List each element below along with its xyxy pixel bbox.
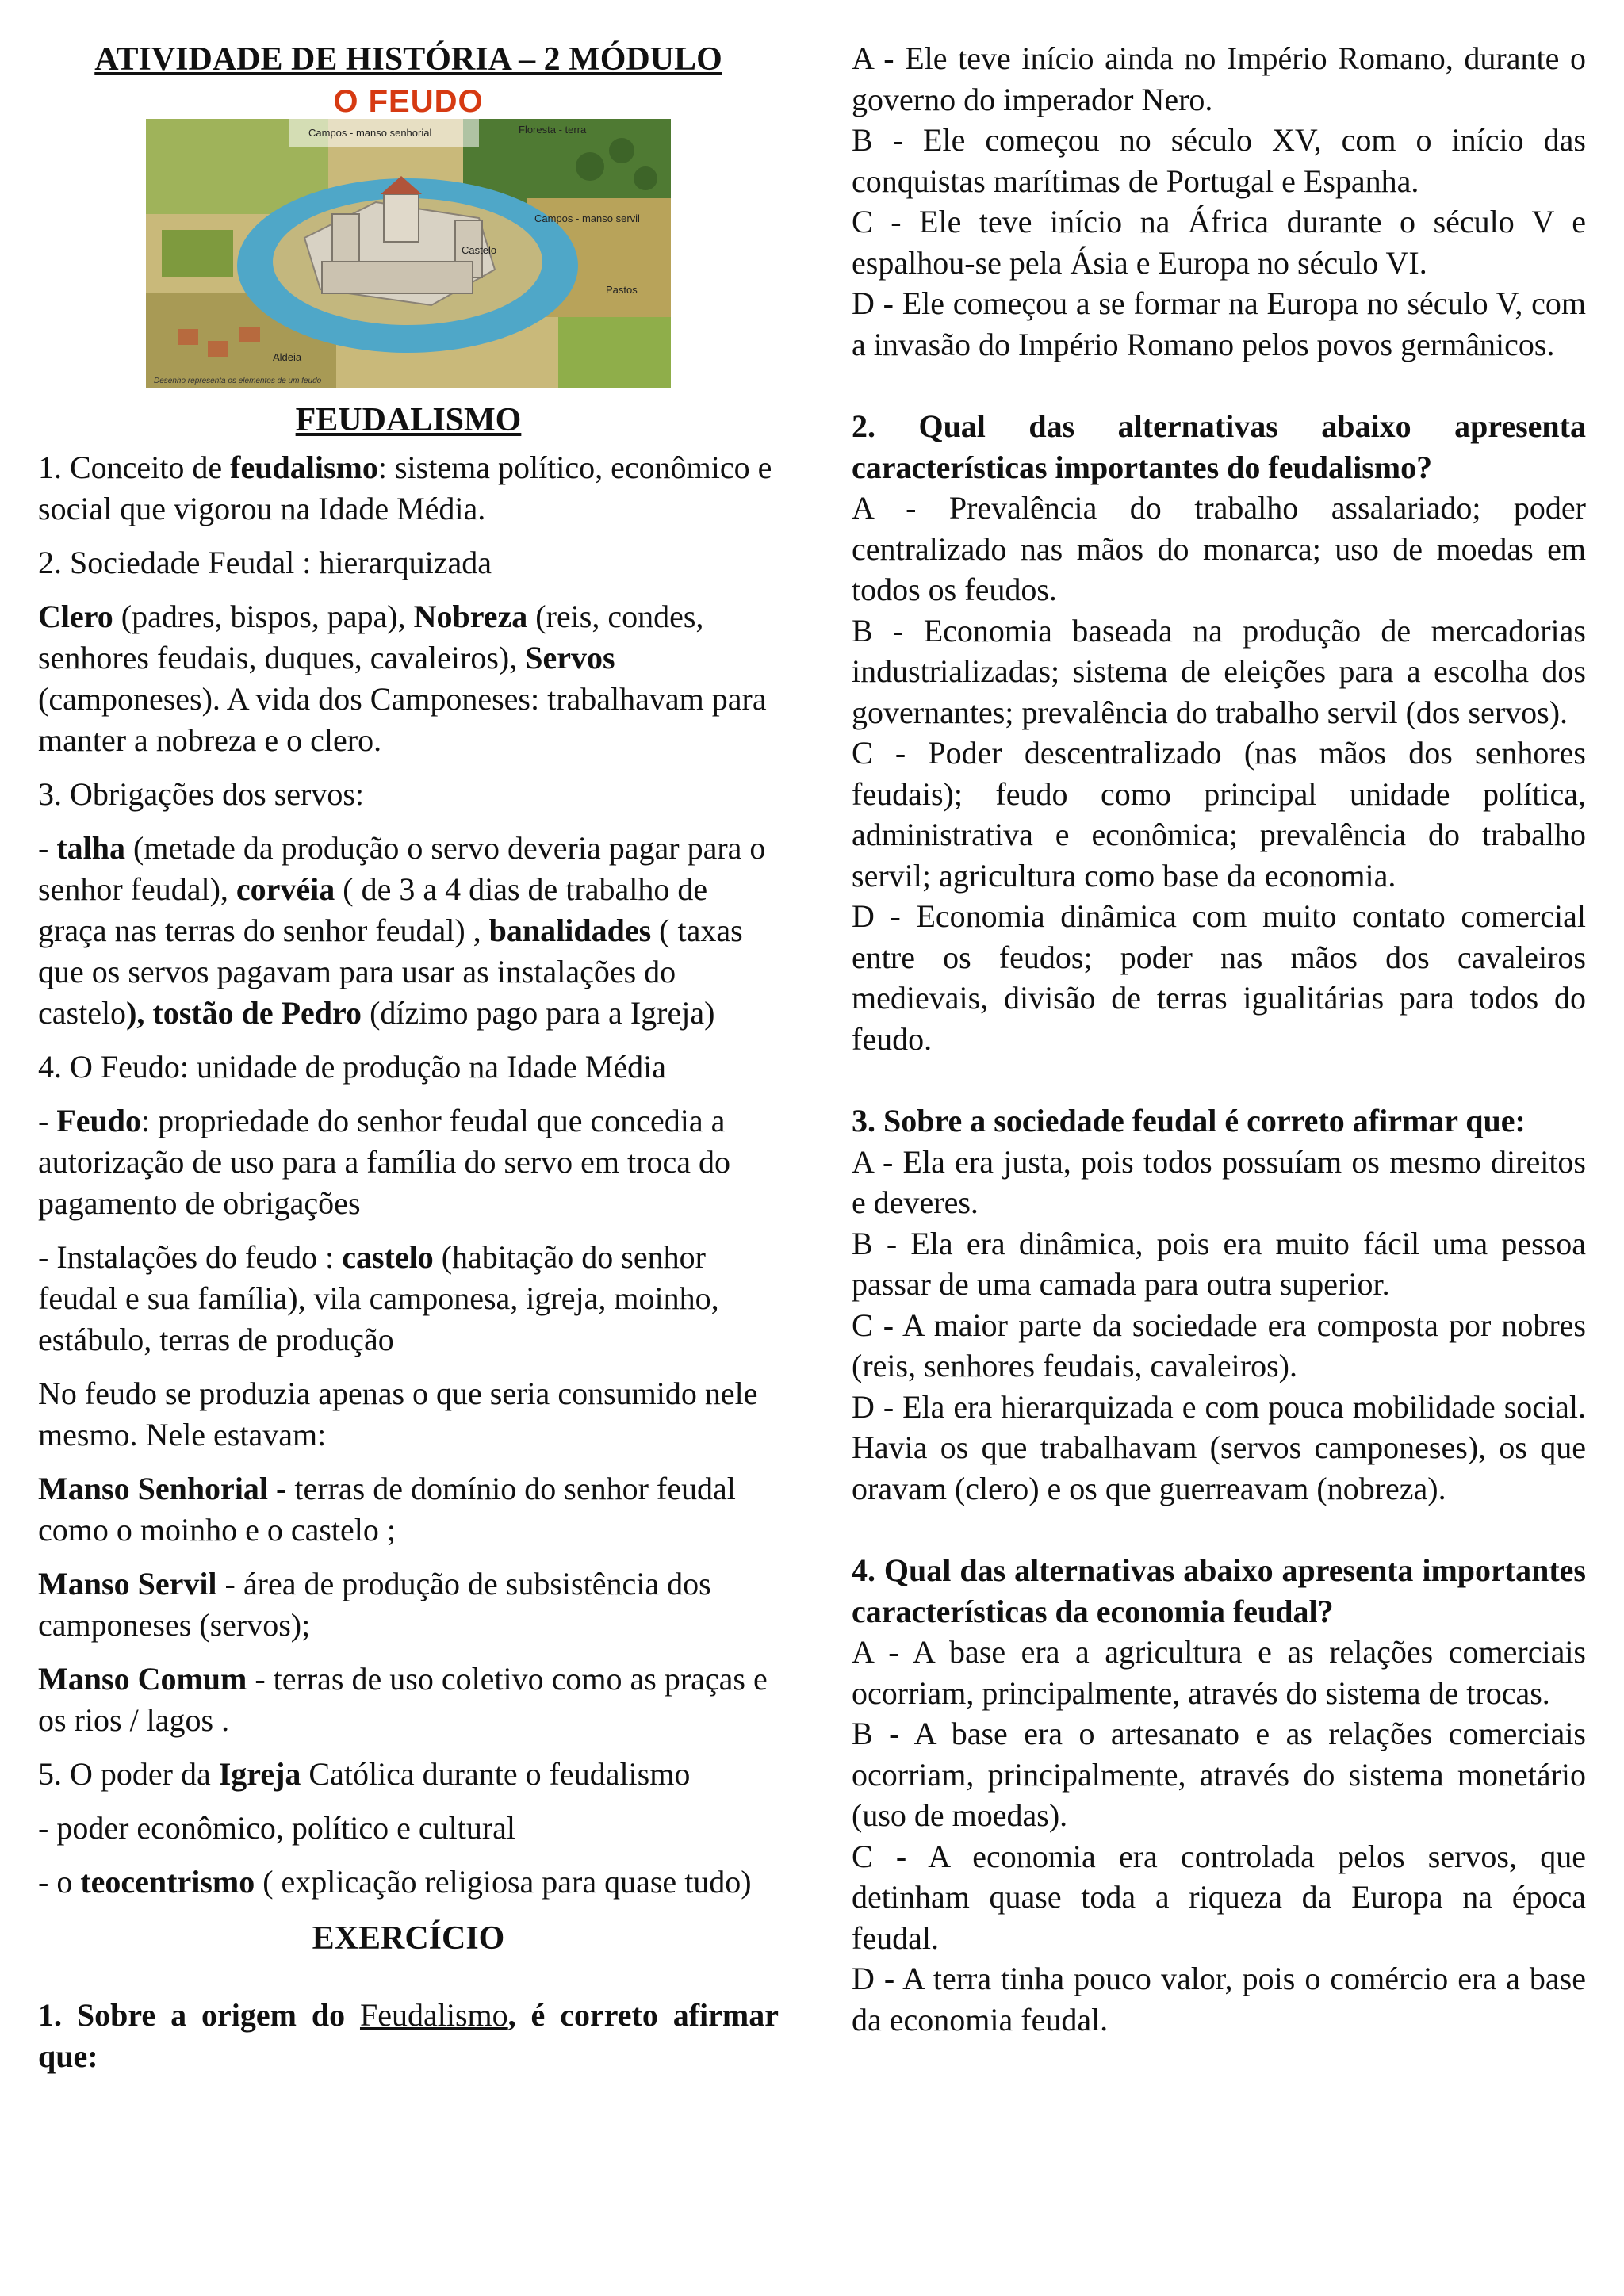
q3-option-b: B - Ela era dinâmica, pois era muito fácil uma pessoa passar de uma camada para outra superior. bbox=[852, 1225, 1586, 1302]
label-campos-senhorial: Campos - manso senhorial bbox=[308, 127, 432, 139]
label-aldeia: Aldeia bbox=[273, 351, 302, 363]
left-column bbox=[38, 38, 779, 2077]
exercise-title: EXERCÍCIO bbox=[312, 1920, 505, 1957]
question-2: 2. Qual das alternativas abaixo apresenta características importantes do feudalismo? bbox=[852, 408, 1586, 485]
paragraph-obrigacoes: - talha (metade da produção o servo deveria pagar para o senhor feudal), corvéia ( de 3 a 4 dias de trabalho de graça nas terras do senhor feudal) , banalidades ( taxas que os servos pagavam para usar as instalações do castelo), tostão de Pedro (dízimo pago para a Igreja) bbox=[38, 830, 766, 1031]
illustration-title: O FEUDO bbox=[333, 84, 484, 119]
paragraph-manso-comum: Manso Comum - terras de uso coletivo como as praças e os rios / lagos . bbox=[38, 1661, 768, 1738]
q4-option-c: C - A economia era controlada pelos servos, que detinham quase toda a riqueza da Europa na época feudal. bbox=[852, 1838, 1586, 1956]
q2-option-c: C - Poder descentralizado (nas mãos dos senhores feudais); feudo como principal unidade política, administrativa e econômica; prevalência do trabalho servil; agricultura como base da economia. bbox=[852, 735, 1586, 894]
q4-option-b: B - A base era o artesanato e as relações comerciais ocorriam, principalmente, através do sistema monetário (uso de moedas). bbox=[852, 1716, 1586, 1833]
paragraph-instalacoes: - Instalações do feudo : castelo (habitação do senhor feudal e sua família), vila camponesa, igreja, moinho, estábulo, terras de produção bbox=[38, 1239, 719, 1357]
q3-option-c: C - A maior parte da sociedade era composta por nobres (reis, senhores feudais, cavaleiros). bbox=[852, 1307, 1586, 1383]
paragraph-manso-servil: Manso Servil - área de produção de subsistência dos camponeses (servos); bbox=[38, 1566, 711, 1643]
q3-option-a: A - Ela era justa, pois todos possuíam os mesmo direitos e deveres. bbox=[852, 1143, 1586, 1220]
question-3: 3. Sobre a sociedade feudal é correto afirmar que: bbox=[852, 1103, 1526, 1138]
q1-option-c: C - Ele teve início na África durante o século V e espalhou-se pela Ásia e Europa no século VI. bbox=[852, 204, 1586, 281]
paragraph-feudo: - Feudo: propriedade do senhor feudal que concedia a autorização de uso para a família do servo em troca do pagamento de obrigações bbox=[38, 1103, 730, 1221]
paragraph-camadas: Clero (padres, bispos, papa), Nobreza (reis, condes, senhores feudais, duques, cavaleiros), Servos (camponeses). A vida dos Camponeses: trabalhavam para manter a nobreza e o clero. bbox=[38, 599, 767, 758]
label-pastos: Pastos bbox=[606, 284, 638, 296]
paragraph-producao: No feudo se produzia apenas o que seria consumido nele mesmo. Nele estavam: bbox=[38, 1376, 758, 1452]
q1-option-a: A - Ele teve início ainda no Império Romano, durante o governo do imperador Nero. bbox=[852, 40, 1586, 117]
q4-option-d: D - A terra tinha pouco valor, pois o comércio era a base da economia feudal. bbox=[852, 1961, 1586, 2038]
q1-option-d: D - Ele começou a se formar na Europa no século V, com a invasão do Império Romano pelos povos germânicos. bbox=[852, 285, 1586, 362]
question-4: 4. Qual das alternativas abaixo apresenta importantes características da economia feudal? bbox=[852, 1552, 1586, 1629]
paragraph-feudo-title: 4. O Feudo: unidade de produção na Idade Média bbox=[38, 1049, 666, 1085]
q1-option-b: B - Ele começou no século XV, com o início das conquistas marítimas de Portugal e Espanha. bbox=[852, 122, 1586, 199]
q2-option-d: D - Economia dinâmica com muito contato comercial entre os feudos; poder nas mãos dos cavaleiros medievais, divisão de terras igualitárias para todos do feudo. bbox=[852, 898, 1586, 1057]
paragraph-manso-senhorial: Manso Senhorial - terras de domínio do senhor feudal como o moinho e o castelo ; bbox=[38, 1471, 736, 1548]
label-floresta: Floresta - terra bbox=[519, 124, 587, 136]
illustration-caption: Desenho representa os elementos de um feudo bbox=[154, 377, 322, 385]
document-title: ATIVIDADE DE HISTÓRIA – 2 MÓDULO bbox=[94, 41, 722, 78]
label-castelo: Castelo bbox=[462, 244, 497, 256]
paragraph-conceito: 1. Conceito de feudalismo: sistema político, econômico e social que vigorou na Idade Média. bbox=[38, 450, 772, 526]
paragraph-sociedade: 2. Sociedade Feudal : hierarquizada bbox=[38, 545, 492, 580]
section-title-feudalismo: FEUDALISMO bbox=[295, 402, 522, 438]
q2-option-a: A - Prevalência do trabalho assalariado; poder centralizado nas mãos do monarca; uso de moedas em todos os feudos. bbox=[852, 490, 1586, 607]
paragraph-obrigacoes-title: 3. Obrigações dos servos: bbox=[38, 776, 365, 812]
paragraph-poder: - poder econômico, político e cultural bbox=[38, 1810, 516, 1846]
label-campos-servil: Campos - manso servil bbox=[534, 212, 640, 224]
feudo-drawing bbox=[146, 119, 671, 388]
q4-option-a: A - A base era a agricultura e as relações comerciais ocorriam, principalmente, através do sistema de trocas. bbox=[852, 1634, 1586, 1711]
right-column bbox=[852, 38, 1586, 2040]
paragraph-teocentrismo: - o teocentrismo ( explicação religiosa para quase tudo) bbox=[38, 1864, 752, 1900]
q3-option-d: D - Ela era hierarquizada e com pouca mobilidade social. Havia os que trabalhavam (servos camponeses), os que oravam (clero) e os que guerreavam (nobreza). bbox=[852, 1388, 1586, 1506]
question-1: 1. Sobre a origem do Feudalismo, é correto afirmar que: bbox=[38, 1997, 779, 2074]
q2-option-b: B - Economia baseada na produção de mercadorias industrializadas; sistema de eleições para a escolha dos governantes; prevalência do trabalho servil (dos servos). bbox=[852, 612, 1586, 730]
feudo-illustration bbox=[146, 84, 671, 388]
paragraph-igreja-title: 5. O poder da Igreja Católica durante o feudalismo bbox=[38, 1756, 691, 1792]
